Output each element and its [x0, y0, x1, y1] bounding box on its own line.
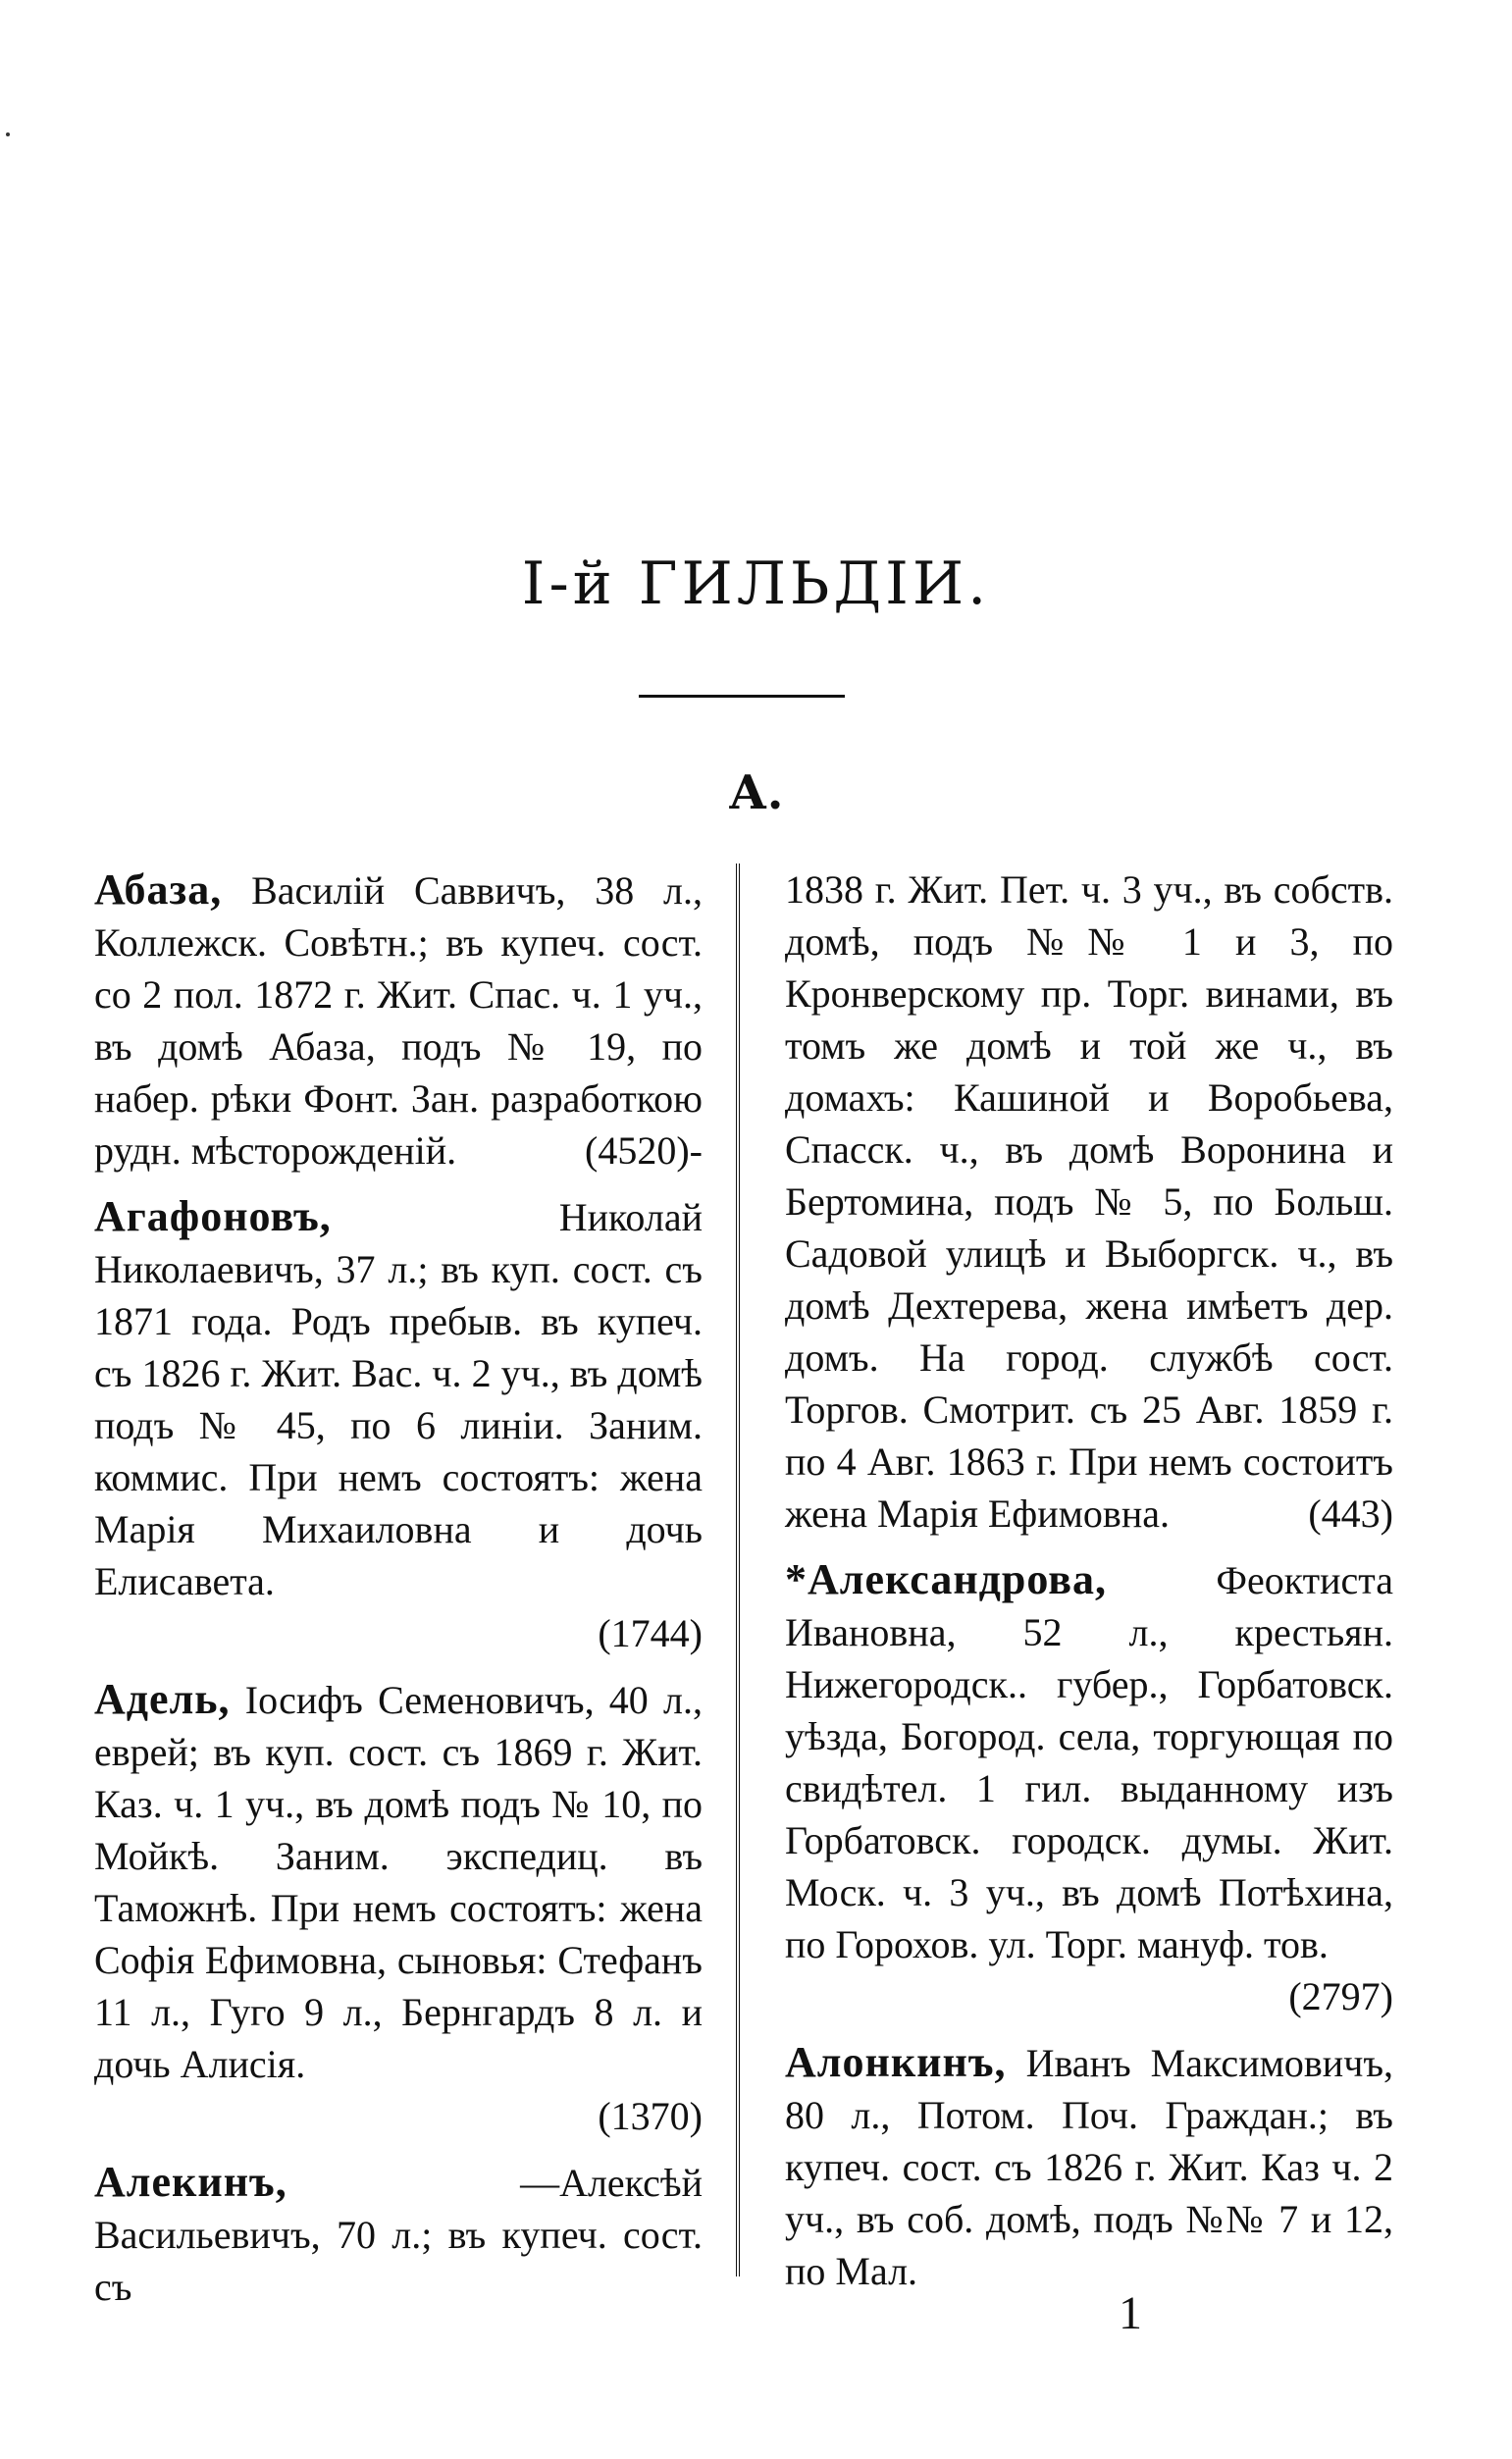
entry-details: Феоктиста Ивановна, 52 л., крестьян. Нижегородск.. губер., Горбатовск. уѣзда, Богород. села, торгующая по свидѣтел. 1 гил. выданному изъ Горбатовск. городск. думы. Жит. Моск. ч. 3 уч., въ домѣ Потѣхина, по Горохов. ул. Торг. мануф. тов.	[785, 1558, 1393, 1966]
directory-entry	[94, 1673, 703, 2142]
entry-surname: Агафоновъ,	[94, 1192, 332, 1240]
directory-entry	[94, 863, 703, 1177]
title-divider	[639, 695, 845, 698]
entry-number: (1370)	[598, 2094, 703, 2138]
page-title: I-й ГИЛЬДIИ.	[521, 549, 991, 618]
directory-entry	[94, 1190, 703, 1659]
entry-details: Василій Саввичъ, 38 л., Коллежск. Совѣтн.; въ купеч. сост. со 2 пол. 1872 г. Жит. Спас. ч. 1 уч., въ домѣ Абаза, подъ № 19, по набер. рѣки Фонт. Зан. разработкою рудн. мѣсторожденій.	[94, 868, 703, 1173]
entry-number: (4520)-	[585, 1128, 703, 1173]
entry-number: (2797)	[1288, 1974, 1393, 2018]
entry-surname: Алонкинъ,	[785, 2038, 1007, 2086]
directory-entry	[94, 2156, 703, 2313]
entry-details: Іосифъ Семеновичъ, 40 л., еврей; въ куп. сост. съ 1869 г. Жит. Каз. ч. 1 уч., въ домѣ подъ № 10, по Мойкѣ. Заним. экспедиц. въ Таможнѣ. При немъ состоятъ: жена Софія Ефимовна, сыновья: Стефанъ 11 л., Гуго 9 л., Бернгардъ 8 л. и дочь Алисія.	[94, 1678, 704, 2086]
right-column	[785, 863, 1393, 2311]
page-speck	[6, 132, 10, 136]
entry-details: Иванъ Максимовичъ, 80 л., Потом. Поч. Граждан.; въ купеч. сост. съ 1826 г. Жит. Каз ч. 2 уч., въ соб. домѣ, подъ №№ 7 и 12, по Мал.	[785, 2041, 1393, 2293]
page-number: 1	[1119, 2287, 1142, 2339]
column-divider	[736, 863, 740, 2276]
entry-details: 1838 г. Жит. Пет. ч. 3 уч., въ собств. домѣ, подъ №№ 1 и 3, по Кронверскому пр. Торг. винами, въ томъ же домѣ и той же ч., въ домахъ: Кашиной и Воробьева, Спасск. ч., въ домѣ Воронина и Бертомина, подъ № 5, по Больш. Садовой улицѣ и Выборгск. ч., въ домѣ Дехтерева, жена имѣетъ дер. домъ. На город. службѣ сост. Торгов. Смотрит. съ 25 Авг. 1859 г. по 4 Авг. 1863 г. При немъ состоитъ жена Марія Ефимовна.	[785, 867, 1393, 1536]
entry-surname: Абаза,	[94, 865, 223, 914]
entry-number: (1744)	[598, 1611, 703, 1655]
directory-entry	[785, 863, 1393, 1540]
section-letter: А.	[728, 765, 784, 820]
entry-details: —Алексѣй Васильевичъ, 70 л.; въ купеч. сост. съ	[94, 2161, 703, 2309]
left-column	[94, 863, 703, 2327]
directory-entry	[785, 2036, 1393, 2297]
entry-number: (443)	[1308, 1491, 1393, 1536]
entry-details: Николай Николаевичъ, 37 л.; въ куп. сост. съ 1871 года. Родъ пребыв. въ купеч. съ 1826 г. Жит. Вас. ч. 2 уч., въ домѣ подъ № 45, по 6 линіи. Заним. коммис. При немъ состоятъ: жена Марія Михаиловна и дочь Елисавета.	[94, 1195, 703, 1603]
entry-surname: Адель,	[94, 1675, 231, 1723]
directory-entry	[785, 1553, 1393, 2022]
entry-surname: *Александрова,	[785, 1555, 1108, 1603]
entry-surname: Алекинъ,	[94, 2158, 287, 2206]
